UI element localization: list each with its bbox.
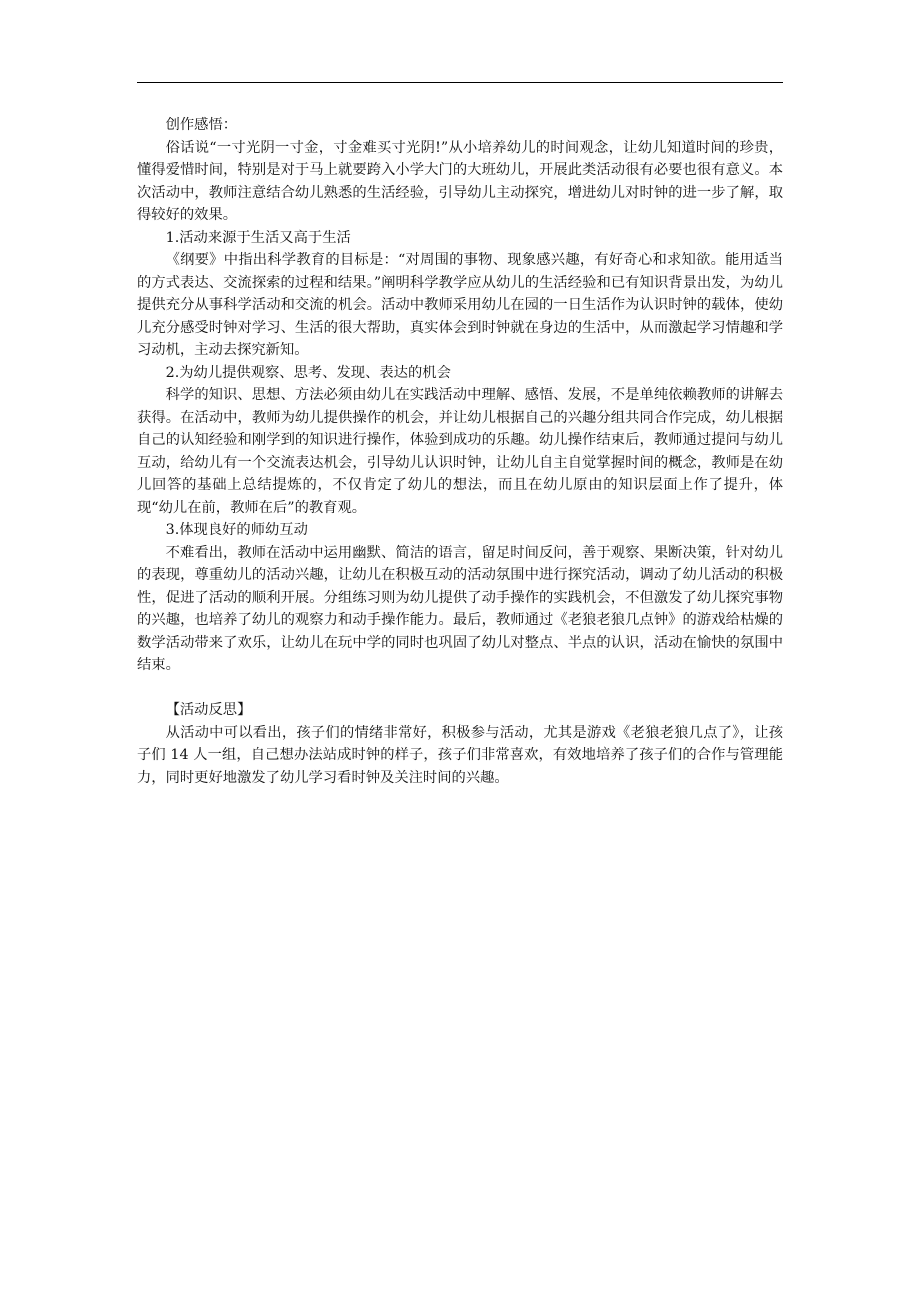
section-1-heading: 1.活动来源于生活又高于生活 [165, 229, 351, 246]
activity-reflection-body: 从活动中可以看出，孩子们的情绪非常好，积极参与活动，尤其是游戏《老狼老狼几点了》，让孩子们 14 人一组，自己想办法站成时钟的样子，孩子们非常喜欢，有效地培养了孩子们的合作与管理能力，同时更好地激发了幼儿学习看时钟及关注时间的兴趣。 [137, 724, 783, 786]
section-2-heading: 2.为幼儿提供观察、思考、发现、表达的机会 [165, 364, 451, 381]
section-3-heading: 3.体现良好的师幼互动 [165, 522, 308, 538]
header-rule [137, 82, 783, 83]
paragraph-gap [137, 677, 783, 700]
document-body [137, 114, 783, 789]
reflection-title: 创作感悟： [165, 117, 238, 133]
section-3-body: 不难看出，教师在活动中运用幽默、简洁的语言，留足时间反问，善于观察、果断决策，针对幼儿的表现，尊重幼儿的活动兴趣，让幼儿在积极互动的活动氛围中进行探究活动，调动了幼儿活动的积极性，促进了活动的顺利开展。分组练习则为幼儿提供了动手操作的实践机会，不但激发了幼儿探究事物的兴趣，也培养了幼儿的观察力和动手操作能力。最后，教师通过《老狼老狼几点钟》的游戏给枯燥的数学活动带来了欢乐，让幼儿在玩中学的同时也巩固了幼儿对整点、半点的认识，活动在愉快的氛围中结束。 [137, 544, 783, 673]
activity-reflection-title: 【活动反思】 [165, 702, 252, 718]
section-2-body: 科学的知识、思想、方法必须由幼儿在实践活动中理解、感悟、发展，不是单纯依赖教师的讲解去获得。在活动中，教师为幼儿提供操作的机会，并让幼儿根据自己的兴趣分组共同合作完成，幼儿根据自己的认知经验和刚学到的知识进行操作，体验到成功的乐趣。幼儿操作结束后，教师通过提问与幼儿互动，给幼儿有一个交流表达机会，引导幼儿认识时钟，让幼儿自主自觉掌握时间的概念，教师是在幼儿回答的基础上总结提炼的，不仅肯定了幼儿的想法，而且在幼儿原由的知识层面上作了提升，体现“幼儿在前，教师在后”的教育观。 [137, 387, 783, 516]
reflection-intro: 俗话说“一寸光阴一寸金，寸金难买寸光阴!”从小培养幼儿的时间观念，让幼儿知道时间的珍贵，懂得爱惜时间，特别是对于马上就要跨入小学大门的大班幼儿，开展此类活动很有必要也很有意义。本次活动中，教师注意结合幼儿熟悉的生活经验，引导幼儿主动探究，增进幼儿对时钟的进一步了解，取得较好的效果。 [137, 139, 783, 223]
section-1-body: 《纲要》中指出科学教育的目标是：“对周围的事物、现象感兴趣，有好奇心和求知欲。能用适当的方式表达、交流探索的过程和结果。”阐明科学教学应从幼儿的生活经验和已有知识背景出发，为幼儿提供充分从事科学活动和交流的机会。活动中教师采用幼儿在园的一日生活作为认识时钟的载体，使幼儿充分感受时钟对学习、生活的很大帮助，真实体会到时钟就在身边的生活中，从而激起学习情趣和学习动机，主动去探究新知。 [137, 252, 783, 358]
